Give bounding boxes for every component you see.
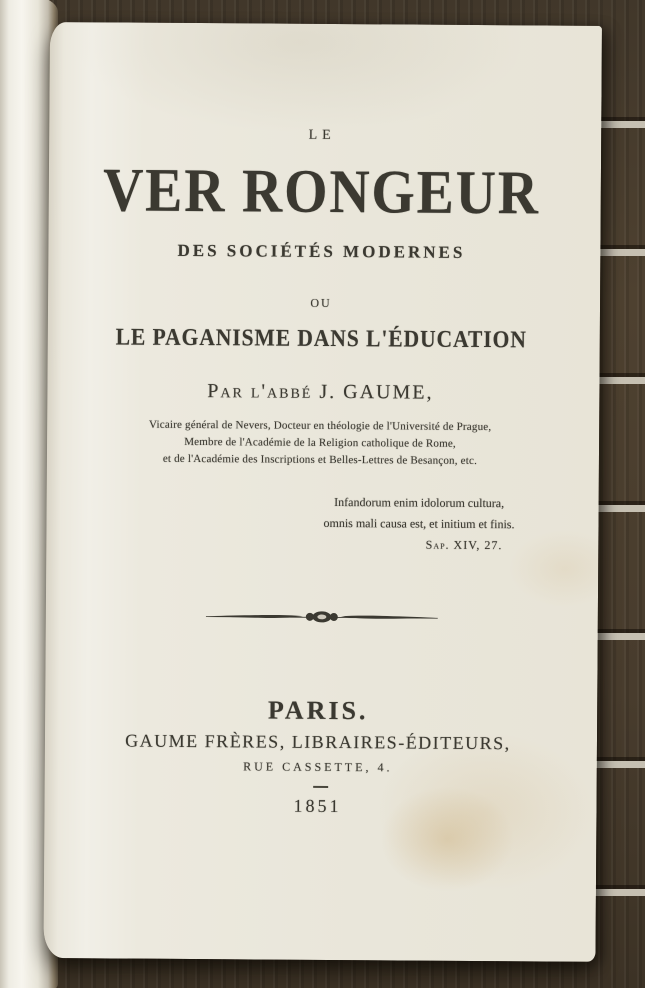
imprint-year: 1851 bbox=[293, 795, 342, 817]
alternate-title-text: LE PAGANISME DANS L'ÉDUCATION bbox=[115, 324, 527, 354]
author-credits bbox=[47, 416, 593, 471]
author-line: Par l'abbé J. GAUME, bbox=[207, 380, 434, 404]
epigraph bbox=[323, 492, 514, 556]
alternate-title bbox=[48, 325, 594, 353]
imprint-city: PARIS. bbox=[267, 695, 369, 726]
epigraph-line-2: omnis mali causa est, et initium et finis. bbox=[323, 515, 515, 532]
swelled-rule-ornament-icon bbox=[206, 609, 438, 630]
credit-line-3: et de l'Académie des Inscriptions et Belles-Lettres de Besançon, etc. bbox=[162, 452, 478, 467]
subtitle: DES SOCIÉTÉS MODERNES bbox=[177, 240, 466, 262]
imprint-address: RUE CASSETTE, 4. bbox=[243, 759, 393, 775]
year-divider-rule bbox=[313, 786, 328, 788]
epigraph-citation: Sap. XIV, 27. bbox=[425, 537, 503, 553]
epigraph-line-1: Infandorum enim idolorum cultura, bbox=[334, 494, 505, 511]
half-title: LE bbox=[308, 127, 336, 143]
connector-ou: OU bbox=[310, 295, 332, 310]
imprint-publisher: GAUME FRÈRES, LIBRAIRES-ÉDITEURS, bbox=[125, 730, 511, 754]
credit-line-1: Vicaire général de Nevers, Docteur en théologie de l'Université de Prague, bbox=[148, 418, 492, 434]
main-title-text: VER RONGEUR bbox=[103, 156, 541, 228]
credit-line-2: Membre de l'Académie de la Religion catholique de Rome, bbox=[184, 435, 456, 450]
book-title-page bbox=[43, 22, 602, 962]
main-title bbox=[49, 156, 595, 228]
